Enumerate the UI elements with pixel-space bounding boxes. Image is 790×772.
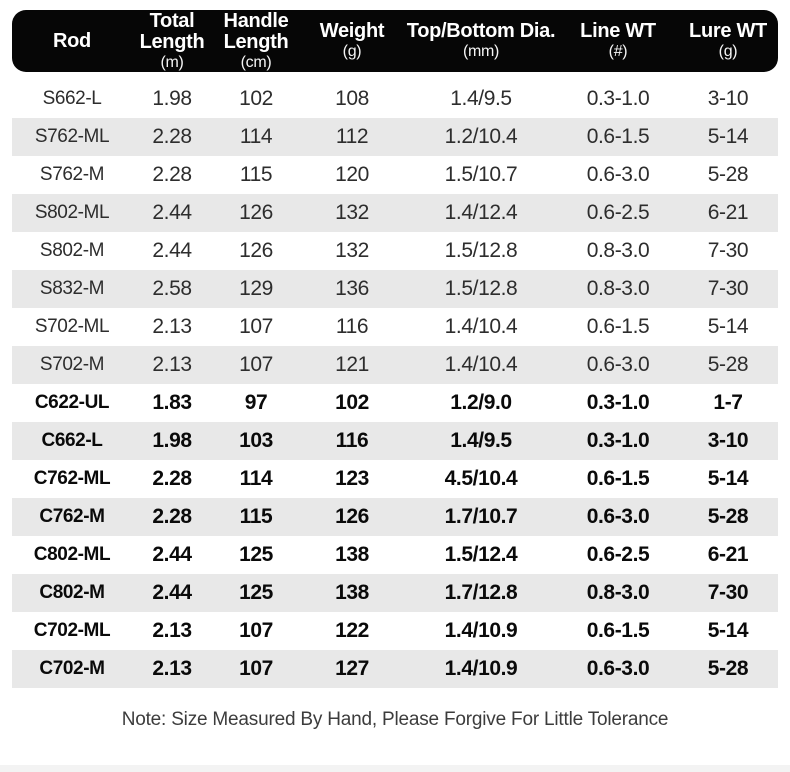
cell-lure_wt: 1-7	[713, 391, 743, 414]
cell-line_wt: 0.8-3.0	[586, 239, 650, 262]
table-row	[12, 460, 778, 498]
table-row	[12, 270, 778, 308]
cell-weight: 132	[335, 239, 369, 262]
cell-rod: C762-M	[39, 506, 105, 527]
cell-handle_length: 107	[239, 619, 273, 642]
cell-dia: 1.2/10.4	[444, 125, 518, 148]
table-row	[12, 422, 778, 460]
cell-lure_wt: 7-30	[707, 239, 749, 262]
table-row	[12, 384, 778, 422]
table-row	[12, 536, 778, 574]
table-row	[12, 308, 778, 346]
cell-lure_wt: 5-14	[707, 125, 749, 148]
column-header-label-line: Total	[149, 9, 195, 32]
cell-total_length: 2.28	[152, 125, 192, 148]
table-body	[12, 80, 778, 688]
cell-total_length: 2.28	[152, 467, 192, 490]
cell-weight: 116	[335, 429, 369, 452]
table-row	[12, 156, 778, 194]
cell-weight: 126	[335, 505, 369, 528]
cell-dia: 1.4/9.5	[450, 87, 512, 110]
cell-line_wt: 0.3-1.0	[586, 391, 650, 414]
cell-handle_length: 125	[239, 581, 273, 604]
cell-dia: 1.5/12.4	[444, 543, 518, 566]
cell-total_length: 2.44	[152, 543, 192, 566]
column-header-handle_length	[212, 11, 300, 72]
column-header-label	[320, 21, 385, 42]
column-header-unit: (#)	[608, 43, 628, 60]
cell-handle_length: 125	[239, 543, 273, 566]
cell-line_wt: 0.6-1.5	[586, 467, 650, 490]
cell-lure_wt: 5-28	[707, 353, 749, 376]
cell-lure_wt: 5-28	[707, 657, 749, 680]
column-header-unit: (cm)	[240, 53, 272, 71]
cell-handle_length: 114	[239, 125, 273, 148]
cell-weight: 132	[335, 201, 369, 224]
cell-weight: 112	[335, 125, 369, 148]
cell-dia: 1.5/10.7	[444, 163, 518, 186]
column-header-weight	[300, 21, 404, 61]
cell-lure_wt: 7-30	[707, 581, 749, 604]
cell-handle_length: 114	[239, 467, 273, 490]
cell-line_wt: 0.8-3.0	[586, 581, 650, 604]
column-header-label-line: Length	[139, 30, 205, 53]
cell-line_wt: 0.6-2.5	[586, 201, 650, 224]
cell-handle_length: 107	[239, 315, 273, 338]
cell-weight: 122	[335, 619, 369, 642]
column-header-label-line: Top/Bottom Dia.	[406, 20, 556, 42]
cell-weight: 136	[335, 277, 369, 300]
cell-rod: S802-ML	[34, 202, 110, 223]
cell-lure_wt: 7-30	[707, 277, 749, 300]
cell-handle_length: 97	[244, 391, 268, 414]
table-row	[12, 346, 778, 384]
column-header-unit: (g)	[342, 43, 362, 60]
cell-handle_length: 107	[239, 353, 273, 376]
cell-handle_length: 126	[239, 239, 273, 262]
cell-total_length: 2.13	[152, 353, 192, 376]
column-header-label-line: Weight	[319, 20, 385, 42]
table-row	[12, 650, 778, 688]
cell-rod: S702-ML	[34, 316, 110, 337]
cell-handle_length: 129	[239, 277, 273, 300]
cell-handle_length: 103	[239, 429, 273, 452]
column-header-label	[53, 31, 91, 52]
column-header-label-line: Lure WT	[689, 20, 767, 42]
cell-total_length: 1.83	[152, 391, 192, 414]
cell-total_length: 2.44	[152, 239, 192, 262]
cell-line_wt: 0.6-3.0	[586, 353, 650, 376]
cell-rod: C702-M	[39, 658, 105, 679]
cell-rod: S832-M	[39, 278, 105, 299]
cell-weight: 123	[335, 467, 369, 490]
cell-total_length: 2.44	[152, 581, 192, 604]
cell-total_length: 1.98	[152, 429, 192, 452]
cell-line_wt: 0.6-1.5	[586, 315, 650, 338]
table-row	[12, 574, 778, 612]
column-header-label	[580, 21, 656, 42]
cell-lure_wt: 6-21	[707, 201, 749, 224]
cell-total_length: 2.28	[152, 505, 192, 528]
cell-rod: C802-ML	[33, 544, 111, 565]
cell-handle_length: 126	[239, 201, 273, 224]
cell-rod: S802-M	[39, 240, 105, 261]
cell-lure_wt: 5-14	[707, 467, 749, 490]
column-header-label	[224, 11, 289, 53]
cell-rod: C802-M	[39, 582, 105, 603]
column-header-unit: (g)	[718, 43, 738, 60]
cell-lure_wt: 5-14	[707, 315, 749, 338]
cell-dia: 1.5/12.8	[444, 239, 518, 262]
cell-weight: 102	[335, 391, 369, 414]
note-text: Note: Size Measured By Hand, Please Forgive For Little Tolerance	[121, 709, 669, 730]
cell-total_length: 2.13	[152, 657, 192, 680]
column-header-rod	[12, 31, 132, 52]
cell-dia: 1.4/10.4	[444, 353, 518, 376]
cell-dia: 1.7/10.7	[444, 505, 518, 528]
cell-total_length: 2.28	[152, 163, 192, 186]
cell-dia: 1.4/10.4	[444, 315, 518, 338]
column-header-label-line: Length	[223, 30, 289, 53]
cell-dia: 1.4/10.9	[444, 657, 518, 680]
cell-dia: 1.4/12.4	[444, 201, 518, 224]
cell-line_wt: 0.6-2.5	[586, 543, 650, 566]
cell-rod: C622-UL	[34, 392, 110, 413]
bottom-strip	[0, 765, 790, 772]
cell-line_wt: 0.3-1.0	[586, 87, 650, 110]
column-header-unit: (m)	[160, 53, 184, 71]
cell-dia: 1.4/10.9	[444, 619, 518, 642]
cell-weight: 138	[335, 543, 369, 566]
column-header-lure_wt	[678, 21, 778, 61]
cell-lure_wt: 6-21	[707, 543, 749, 566]
cell-total_length: 2.44	[152, 201, 192, 224]
cell-rod: S762-M	[39, 164, 105, 185]
column-header-line_wt	[558, 21, 678, 61]
cell-weight: 116	[335, 315, 369, 338]
cell-line_wt: 0.6-3.0	[586, 163, 650, 186]
cell-weight: 127	[335, 657, 369, 680]
cell-dia: 1.5/12.8	[444, 277, 518, 300]
cell-handle_length: 102	[239, 87, 273, 110]
cell-line_wt: 0.6-3.0	[586, 657, 650, 680]
cell-lure_wt: 3-10	[707, 429, 749, 452]
cell-dia: 4.5/10.4	[444, 467, 518, 490]
column-header-label	[689, 21, 767, 42]
cell-rod: C762-ML	[33, 468, 111, 489]
column-header-label	[407, 21, 555, 42]
cell-weight: 138	[335, 581, 369, 604]
cell-rod: C662-L	[41, 430, 103, 451]
cell-weight: 120	[335, 163, 369, 186]
column-header-label-line: Line WT	[580, 20, 656, 42]
cell-handle_length: 115	[239, 163, 273, 186]
cell-total_length: 2.13	[152, 315, 192, 338]
cell-dia: 1.4/9.5	[450, 429, 512, 452]
cell-line_wt: 0.6-3.0	[586, 505, 650, 528]
column-header-total_length	[132, 11, 212, 72]
cell-weight: 108	[335, 87, 369, 110]
table-row	[12, 612, 778, 650]
cell-line_wt: 0.6-1.5	[586, 125, 650, 148]
column-header-label-line: Rod	[53, 29, 91, 52]
table-row	[12, 232, 778, 270]
cell-total_length: 2.13	[152, 619, 192, 642]
column-header-label-line: Handle	[223, 9, 289, 32]
cell-weight: 121	[335, 353, 369, 376]
table-row	[12, 194, 778, 232]
cell-total_length: 1.98	[152, 87, 192, 110]
cell-rod: S662-L	[42, 88, 102, 109]
column-header-dia	[404, 21, 558, 61]
column-header-unit: (mm)	[462, 43, 500, 60]
cell-handle_length: 107	[239, 657, 273, 680]
cell-rod: C702-ML	[33, 620, 111, 641]
cell-line_wt: 0.3-1.0	[586, 429, 650, 452]
cell-handle_length: 115	[239, 505, 273, 528]
column-header-label	[140, 11, 205, 53]
cell-rod: S702-M	[39, 354, 105, 375]
cell-line_wt: 0.8-3.0	[586, 277, 650, 300]
cell-line_wt: 0.6-1.5	[586, 619, 650, 642]
cell-dia: 1.2/9.0	[450, 391, 512, 414]
table-row	[12, 80, 778, 118]
cell-lure_wt: 3-10	[707, 87, 749, 110]
cell-dia: 1.7/12.8	[444, 581, 518, 604]
cell-lure_wt: 5-28	[707, 163, 749, 186]
cell-rod: S762-ML	[34, 126, 110, 147]
cell-total_length: 2.58	[152, 277, 192, 300]
cell-lure_wt: 5-14	[707, 619, 749, 642]
table-header	[12, 10, 778, 72]
cell-lure_wt: 5-28	[707, 505, 749, 528]
table-row	[12, 498, 778, 536]
table-row	[12, 118, 778, 156]
